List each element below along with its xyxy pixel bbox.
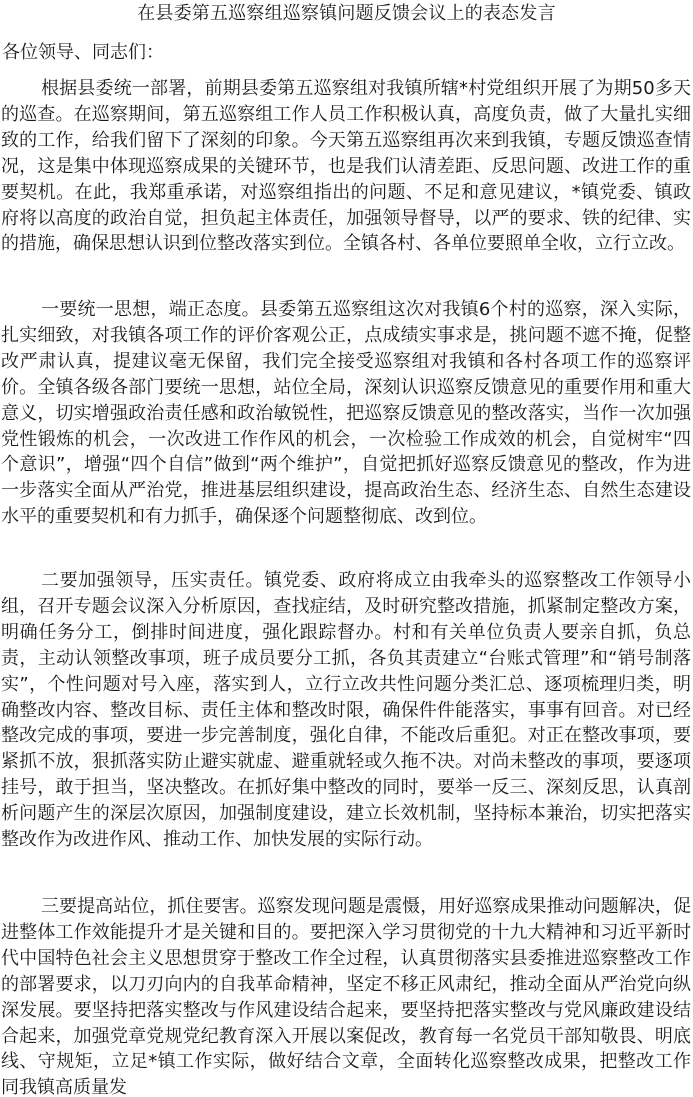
paragraph-unify-thinking: 一要统一思想，端正态度。县委第五巡察组这次对我镇6个村的巡察，深入实际，扎实细致，对我镇各项工作的评价客观公正，点成绩实事求是，挑问题不遮不掩，促整改严肃认真，提建议毫无保留，我们完全接受巡察组对我镇和各村各项工作的巡察评价。全镇各级各部门要统一思想，站位全局，深刻认识巡察反馈意见的重要作用和重大意义，切实增强政治责任感和政治敏锐性，把巡察反馈意见的整改落实，当作一次加强党性锻炼的机会，一次改进工作作风的机会，一次检验工作成效的机会，自觉树牢“四个意识”，增强“四个自信”做到“两个维护”，自觉把抓好巡察反馈意见的整改，作为进一步落实全面从严治党，推进基层组织建设，提高政治生态、经济生态、自然生态建设水平的重要契机和有力抓手，确保逐个问题整彻底、改到位。	[1, 299, 691, 528]
paragraph-intro: 根据县委统一部署，前期县委第五巡察组对我镇所辖*村党组织开展了为期50多天的巡查。在巡察期间，第五巡察组工作人员工作积极认真，高度负责，做了大量扎实细致的工作，给我们留下了深刻的印象。今天第五巡察组再次来到我镇，专题反馈巡查情况，这是集中体现巡察成果的关键环节，也是我们认清差距、反思问题、改进工作的重要契机。在此，我郑重承诺，对巡察组指出的问题、不足和意见建议，*镇党委、镇政府将以高度的政治自觉，担负起主体责任，加强领导督导，以严的要求、铁的纪律、实的措施，确保思想认识到位整改落实到位。全镇各村、各单位要照单全收，立行立改。	[1, 78, 691, 255]
paragraph-raise-standpoint: 三要提高站位，抓住要害。巡察发现问题是震慑，用好巡察成果推动问题解决，促进整体工作效能提升才是关键和目的。要把深入学习贯彻党的十九大精神和习近平新时代中国特色社会主义思想贯穿于整改工作全过程，认真贯彻落实县委推进巡察整改工作的部署要求，以刀刃向内的自我革命精神，坚定不移正风肃纪，推动全面从严治党向纵深发展。要坚持把落实整改与作风建设结合起来，要坚持把落实整改与党风廉政建设结合起来，加强党章党规党纪教育深入开展以案促改，教育每一名党员干部知敬畏、明底线、守规矩，立足*镇工作实际，做好结合文章，全面转化巡察整改成果，把整改工作同我镇高质量发	[1, 896, 691, 1097]
salutation: 各位领导、同志们：	[2, 42, 164, 63]
paragraph-strengthen-leadership: 二要加强领导，压实责任。镇党委、政府将成立由我牵头的巡察整改工作领导小组，召开专题会议深入分析原因，查找症结，及时研究整改措施，抓紧制定整改方案，明确任务分工，倒排时间进度，强化跟踪督办。村和有关单位负责人要亲自抓，负总责，主动认领整改事项，班子成员要分工抓，各负其责建立“台账式管理”和“销号制落实”，个性问题对号入座，落实到人，立行立改共性问题分类汇总、逐项梳理归类，明确整改内容、整改目标、责任主体和整改时限，确保件件能落实，事事有回音。对已经整改完成的事项，要进一步完善制度，强化自律，不能改后重犯。对正在整改事项，要紧抓不放，狠抓落实防止避实就虚、避重就轻或久拖不决。对尚未整改的事项，要逐项挂号，敢于担当，坚决整改。在抓好集中整改的同时，要举一反三、深刻反思，认真剖析问题产生的深层次原因，加强制度建设，建立长效机制，坚持标本兼治，切实把落实整改作为改进作风、推动工作、加快发展的实际行动。	[1, 570, 691, 851]
document-title: 在县委第五巡察组巡察镇问题反馈会议上的表态发言	[137, 3, 556, 24]
